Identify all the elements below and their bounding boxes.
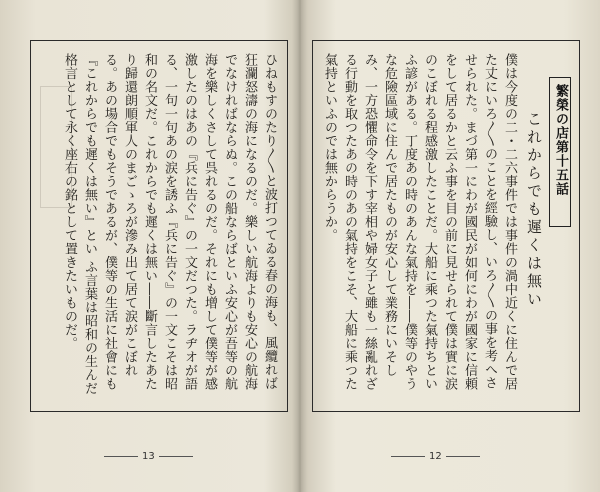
left-page-body-text: ひねもすのたり〳〵と波打つてゐる春の海も、風纜れば狂瀾怒濤の海になるのだ。樂しい航海よりも安心の航海でなければならぬ。この船ならばといふ安心が吾等の航海を樂しくさして呉れるのだ。それにも增して僕等が感激したのはあの『兵に告ぐ』の一文だつた。ラヂオが語る、一句一句あの涙を誘ふ『兵に告ぐ』の一文こそは昭和の名文だ。これからでも遲くは無い――斷言したあたり歸還朗順軍人のまごゝろが滲み出て居て涙がこぼれる。あの場合でもそうであるが、僕等の生活に社會にも『これからでも遲くは無い』とい ふ言葉は昭和の生んだ格言として永く座右の銘として置きたいものだ。 — [62, 53, 277, 396]
left-page-number-value: 13 — [142, 451, 155, 462]
right-page-frame — [312, 40, 580, 412]
right-page-body-text: 僕は今度の二・二六事件では事件の渦中近くに住んで居た丈にいろ〳〵のことを經驗し、いろ〳〵の事を考へさせられた。まづ第一にわが國民が如何にわが國家に信頼をして居るかと云ふ事を目の前に見せられて僕は實に涙のこぼれる程感激したことだ。大船に乘つた氣持ちといふ諺がある。丁度あの時のあんな氣持を――僕等のやうな危險區域に住んで居たものが安心して業務にいそしみ、一方恐懼命令を下す宰相や婦女子と雖も一絲亂れざる行動を取つたあの時のあの氣持をこそ、大船に乘つた氣持といふのでは無からうか。 — [322, 53, 517, 391]
right-page-number — [391, 451, 480, 462]
left-page-number — [104, 451, 193, 462]
chapter-label: 繁榮の店第十五話 — [549, 77, 571, 227]
book-gutter — [292, 0, 308, 492]
show-through-mark — [40, 86, 72, 208]
right-page-number-value: 12 — [429, 451, 442, 462]
page-number-rule — [391, 456, 425, 457]
page-number-rule — [446, 456, 480, 457]
page-title: これからでも遲くは無い — [525, 111, 543, 309]
page-number-rule — [159, 456, 193, 457]
page-number-rule — [104, 456, 138, 457]
